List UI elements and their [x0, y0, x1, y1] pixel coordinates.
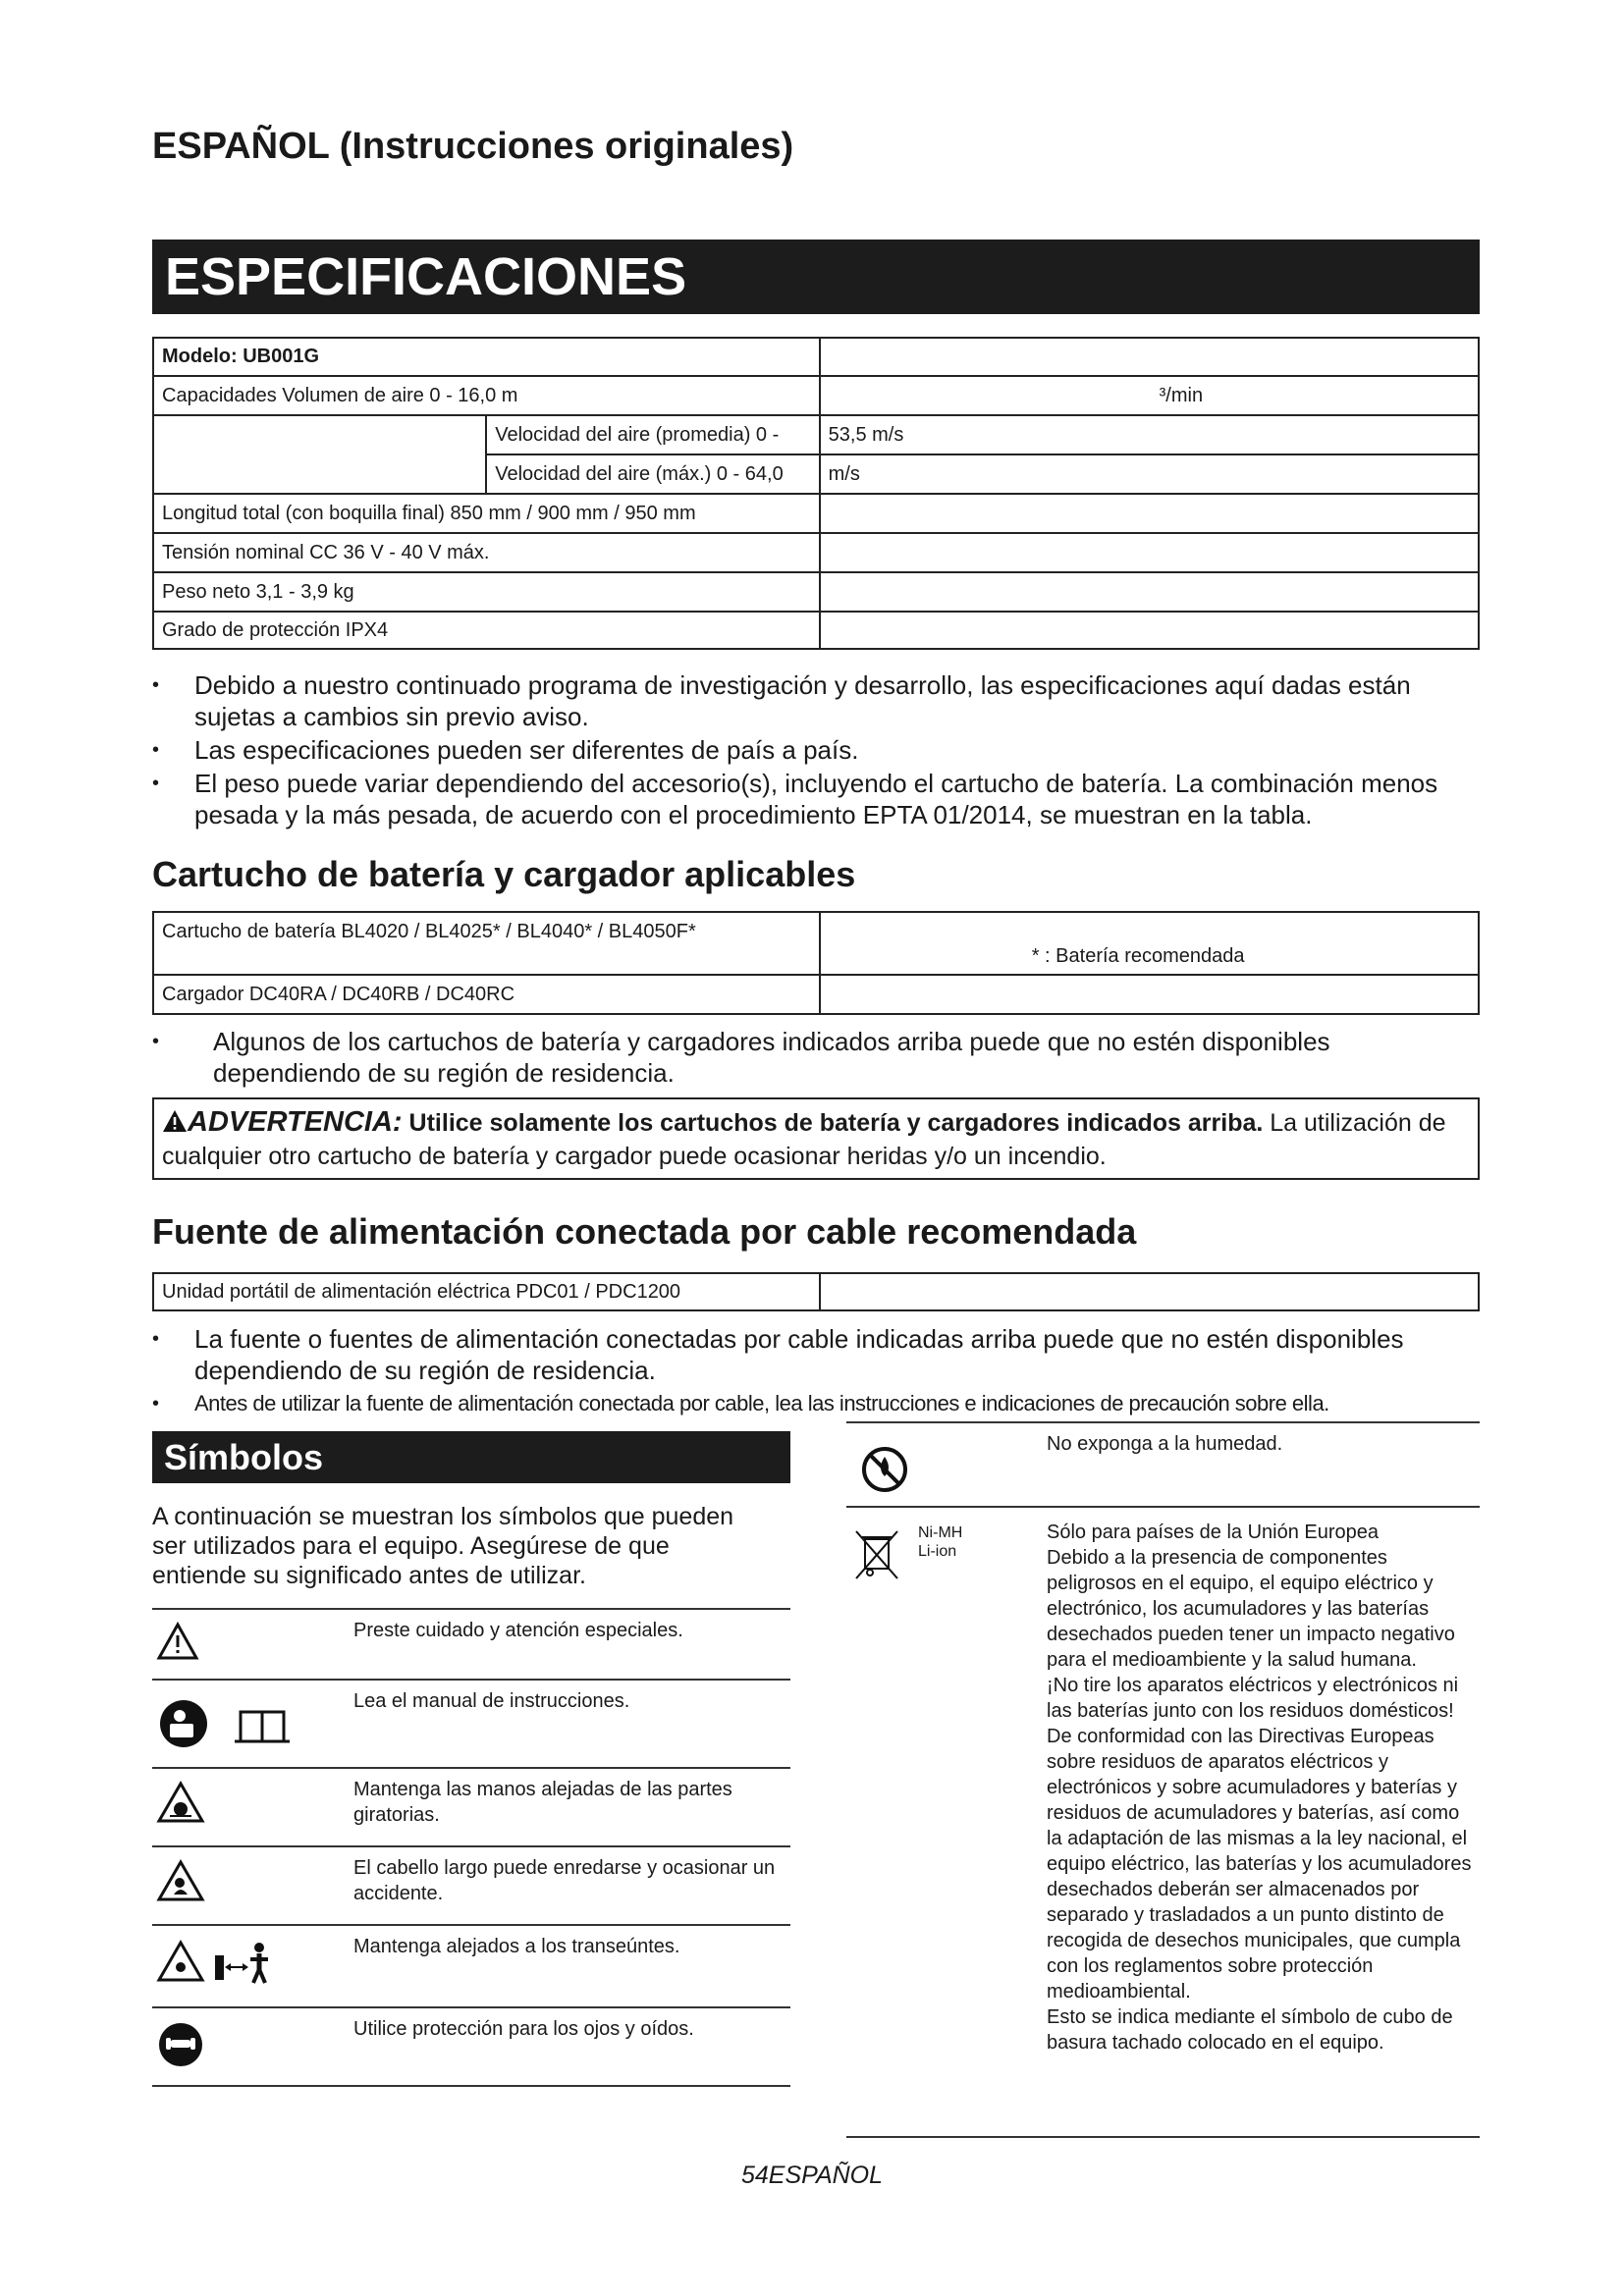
eu-disposal-row [846, 1506, 1480, 2138]
power-notes [152, 1323, 1473, 1421]
symbol-text: Preste cuidado y atención especiales. [353, 1620, 683, 1641]
symbol-row [152, 1608, 790, 1679]
spec-model: Modelo: UB001G [153, 338, 820, 376]
nimh-label: Ni-MH [918, 1524, 963, 1541]
symbol-row [152, 1767, 790, 1845]
spec-protection: Grado de protección IPX4 [153, 612, 820, 649]
list-item: • Debido a nuestro continuado programa de investigación y desarrollo, las especificaciones aquí dadas están sujetas a cambios sin previo aviso. [152, 669, 1468, 732]
battery-cartridge: Cartucho de batería BL4020 / BL4025* / BL4040* / BL4050F* [153, 912, 820, 975]
battery-warning-box [152, 1097, 1480, 1180]
specifications-table [152, 337, 1480, 650]
battery-section-title: Cartucho de batería y cargador aplicables [152, 854, 856, 894]
symbol-row [152, 1924, 790, 2006]
symbol-row [152, 1679, 790, 1767]
no-humidity-icon [860, 1445, 909, 1499]
power-section-title: Fuente de alimentación conectada por cable recomendada [152, 1211, 1137, 1252]
symbol-text: Mantenga las manos alejadas de las partes giratorias. [353, 1779, 732, 1826]
page-language-title: ESPAÑOL (Instrucciones originales) [152, 126, 794, 167]
power-table [152, 1272, 1480, 1311]
page-footer: 54ESPAÑOL [740, 2162, 884, 2189]
symbol-text: Lea el manual de instrucciones. [353, 1690, 630, 1712]
battery-notes [152, 1026, 1458, 1091]
symbols-intro: A continuación se muestran los símbolos que pueden ser utilizados para el equipo. Asegúrese de que entiende su significado antes de utilizar. [152, 1503, 734, 1589]
warning-bold-text: Utilice solamente los cartuchos de batería y cargadores indicados arriba. [408, 1109, 1264, 1137]
long-hair-icon [156, 1859, 205, 1907]
battery-recommended-note: * : Batería recomendada [820, 912, 1479, 975]
symbol-text: Mantenga alejados a los transeúntes. [353, 1936, 680, 1957]
humidity-row [846, 1421, 1480, 1506]
spec-notes [152, 669, 1468, 832]
symbol-text: El cabello largo puede enredarse y ocasionar un accidente. [353, 1857, 776, 1904]
crossed-bin-icon [852, 1525, 901, 1585]
battery-charger: Cargador DC40RA / DC40RB / DC40RC [153, 975, 820, 1014]
spec-air-speed-avg-label: Velocidad del aire (promedia) 0 - [486, 415, 819, 454]
list-item: • Algunos de los cartuchos de batería y cargadores indicados arriba puede que no estén disponibles dependiendo de su región de residencia. [152, 1026, 1458, 1089]
keep-bystanders-away-icon [156, 1938, 303, 1992]
list-item: • Las especificaciones pueden ser diferentes de país a país. [152, 734, 1468, 766]
eu-disposal-text: Sólo para países de la Unión Europea Debido a la presencia de componentes peligrosos en el equipo, el equipo eléctrico y electrónico, los acumuladores y las baterías desechados pueden tener un impacto negativo para el medioambiente y la salud humana. ¡No tire los aparatos eléctricos y electrónicos ni las baterías junto con los residuos domésticos! De conformidad con las Directivas Europeas sobre residuos de aparatos eléctricos y electrónicos y sobre acumuladores y baterías y residuos de acumuladores y baterías, así como la adaptación de las mismas a la ley nacional, el equipo eléctrico, las baterías y los acumuladores desechados deberán ser almacenados por separado y trasladados a un punto distinto de recogida de desechos municipales, que cumpla con los reglamentos sobre protección medioambiental. Esto se indica mediante el símbolo de cubo de basura tachado colocado en el equipo. [1047, 1522, 1472, 2054]
list-item: • Antes de utilizar la fuente de alimentación conectada por cable, lea las instrucciones e indicaciones de precaución sobre ella. [152, 1388, 1473, 1419]
spec-voltage: Tensión nominal CC 36 V - 40 V máx. [153, 533, 820, 572]
battery-table [152, 911, 1480, 1015]
symbols-banner: Símbolos [152, 1431, 790, 1483]
warning-icon [162, 1109, 188, 1133]
liion-label: Li-ion [918, 1543, 957, 1560]
spec-air-volume-unit: ³/min [820, 376, 1479, 415]
warning-text: La utilización de cualquier otro cartucho de batería y cargador puede ocasionar heridas y/o un incendio. [162, 1109, 1446, 1170]
rotating-parts-icon [156, 1781, 205, 1829]
caution-icon [156, 1622, 199, 1666]
list-item: • El peso puede variar dependiendo del accesorio(s), incluyendo el cartucho de batería. La combinación menos pesada y la más pesada, de acuerdo con el procedimiento EPTA 01/2014, se muestran en la tabla. [152, 768, 1468, 830]
spec-air-speed-avg-value: 53,5 m/s [820, 415, 1479, 454]
symbol-row [152, 1845, 790, 1924]
read-manual-icon [156, 1692, 303, 1756]
symbol-text: Utilice protección para los ojos y oídos. [353, 2018, 694, 2040]
list-item: • La fuente o fuentes de alimentación conectadas por cable indicadas arriba puede que no estén disponibles dependiendo de su región de residencia. [152, 1323, 1473, 1386]
spec-air-volume: Capacidades Volumen de aire 0 - 16,0 m [153, 376, 820, 415]
spec-air-speed-max-label: Velocidad del aire (máx.) 0 - 64,0 [486, 454, 819, 494]
warning-label: ADVERTENCIA: [188, 1106, 403, 1138]
spec-length: Longitud total (con boquilla final) 850 mm / 900 mm / 950 mm [153, 494, 820, 533]
spec-air-speed-max-value: m/s [820, 454, 1479, 494]
eye-ear-protection-icon [156, 2020, 205, 2074]
humidity-text: No exponga a la humedad. [1047, 1433, 1283, 1455]
symbol-row [152, 2006, 790, 2087]
spec-weight: Peso neto 3,1 - 3,9 kg [153, 572, 820, 612]
power-unit: Unidad portátil de alimentación eléctrica PDC01 / PDC1200 [153, 1273, 820, 1310]
specifications-banner: ESPECIFICACIONES [152, 240, 1480, 314]
